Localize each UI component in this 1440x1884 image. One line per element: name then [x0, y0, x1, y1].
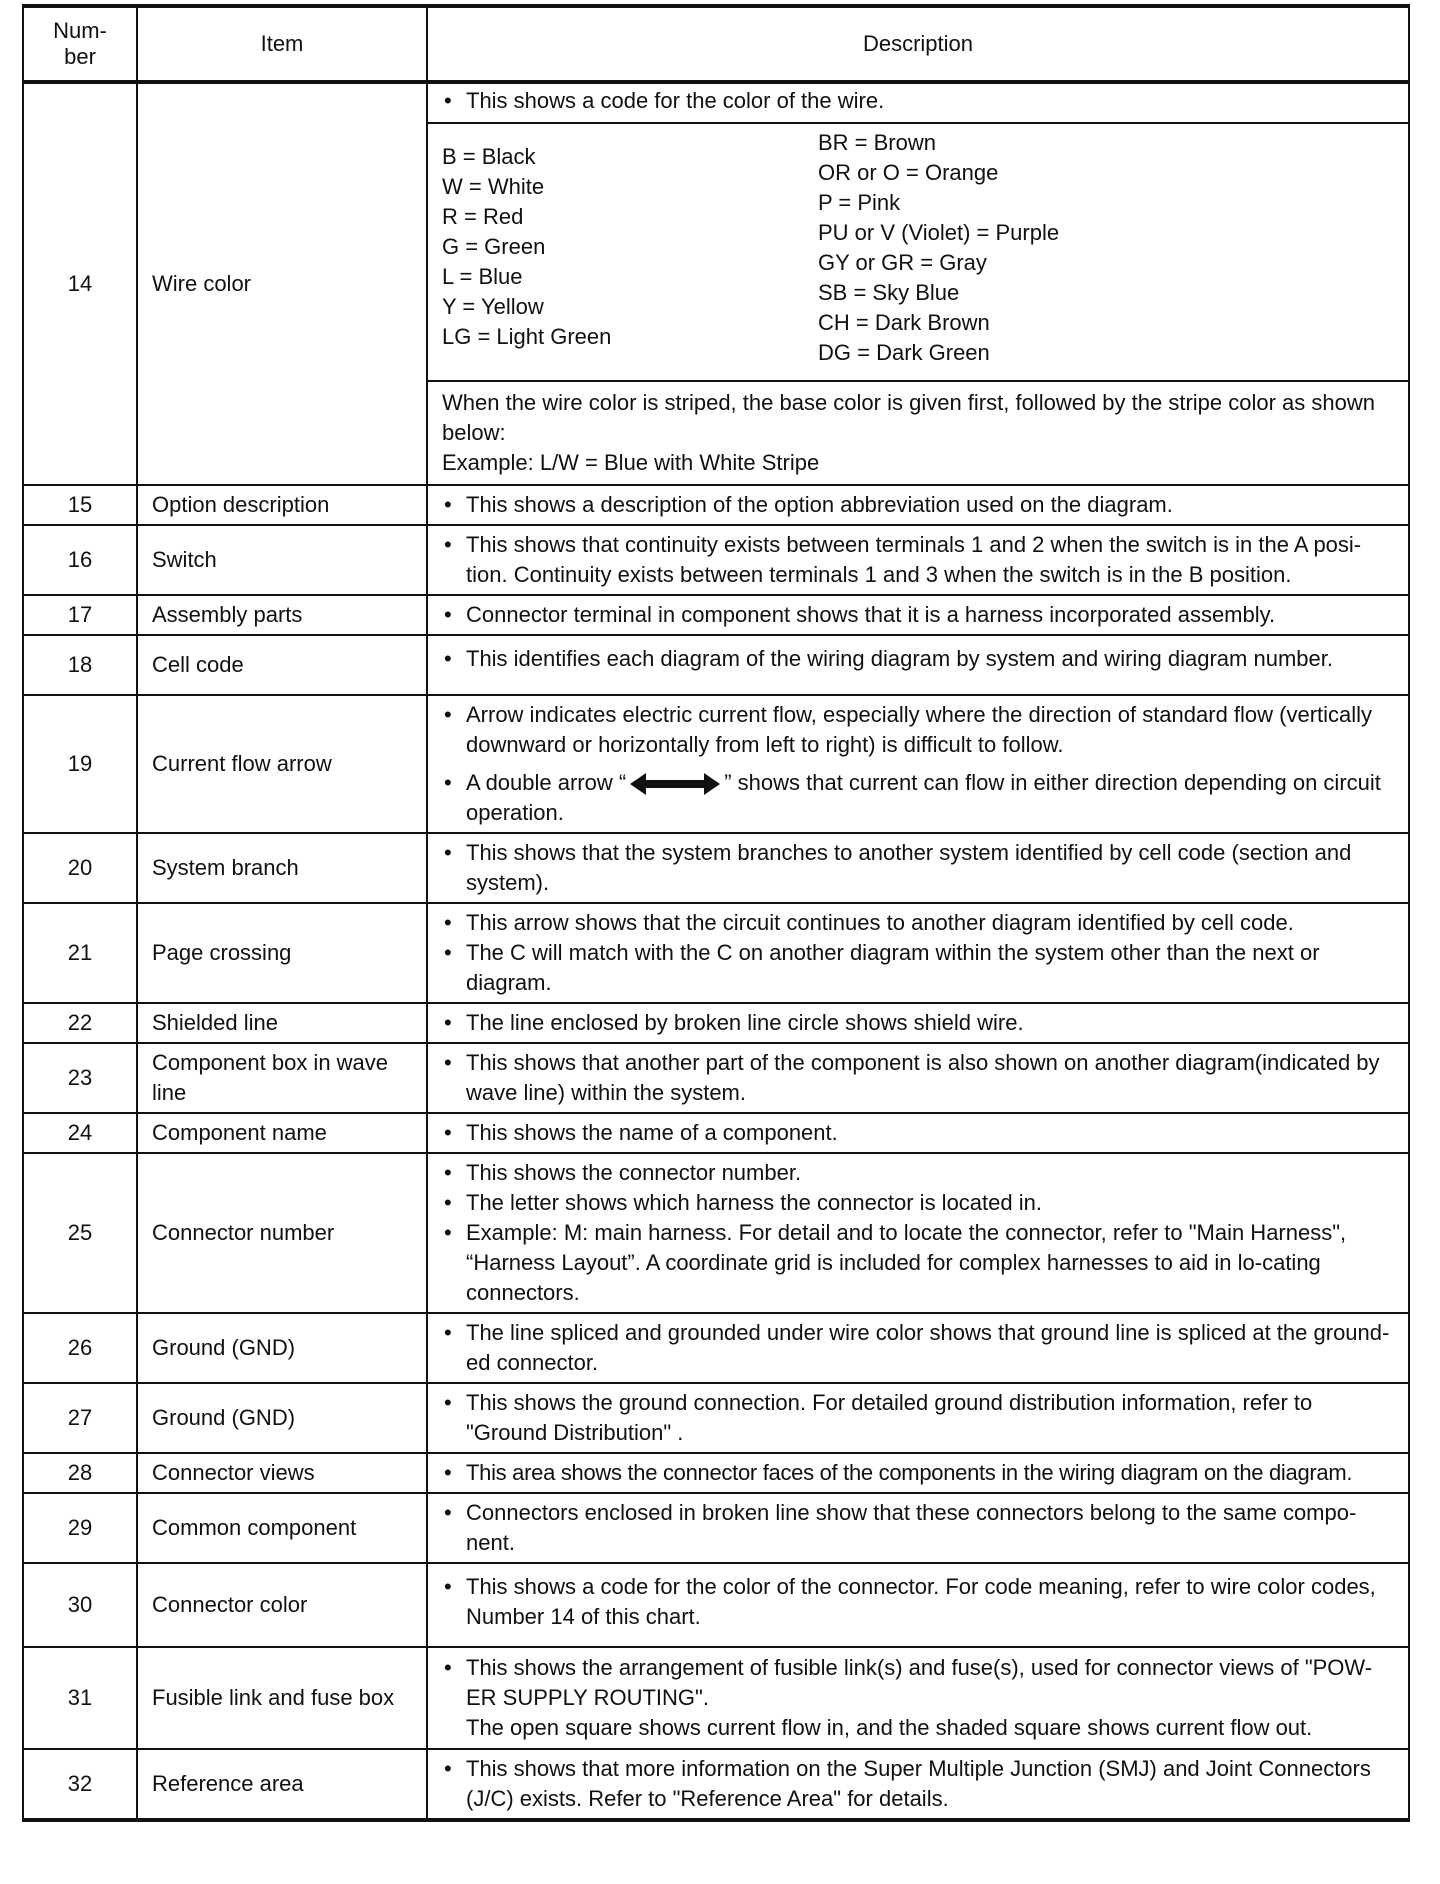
bullet-item: • This identifies each diagram of the wiring diagram by system and wiring diagram number. — [442, 644, 1396, 674]
bullet-list — [442, 1388, 1396, 1448]
bullet-list — [442, 644, 1396, 674]
color-code: W = White — [442, 174, 545, 199]
bullet-item: • The C will match with the C on another diagram within the system other than the next or diagram. — [442, 938, 1396, 998]
bullet-list — [442, 600, 1396, 630]
bullet-item: • The letter shows which harness the connector is located in. — [442, 1188, 1396, 1218]
bullet-item: • This shows a description of the option abbreviation used on the diagram. — [442, 490, 1396, 520]
bullet-item: • Connectors enclosed in broken line show that these connectors belong to the same compo-nent. — [442, 1498, 1396, 1558]
row-number: 18 — [23, 635, 137, 695]
row-item: System branch — [137, 833, 427, 903]
bullet-item — [442, 1653, 1396, 1743]
bullet-item: • This shows the connector number. — [442, 1158, 1396, 1188]
bullet-text: This shows the arrangement of fusible link(s) and fuse(s), used for connector views of "POW-ER SUPPLY ROUTING". — [466, 1655, 1373, 1710]
bullet-list — [442, 908, 1396, 998]
row-description — [427, 903, 1409, 1003]
row-item: Page crossing — [137, 903, 427, 1003]
row-description — [427, 82, 1409, 485]
table-row — [23, 833, 1409, 903]
bullet-list — [442, 86, 1396, 116]
row-number: 21 — [23, 903, 137, 1003]
row-description — [427, 1043, 1409, 1113]
row-number: 16 — [23, 525, 137, 595]
bullet-item: • This shows that continuity exists between terminals 1 and 2 when the switch is in the A posi-tion. Continuity exists between terminals 1 and 3 when the switch is in the B position. — [442, 530, 1396, 590]
color-code: G = Green — [442, 234, 546, 259]
row-number: 19 — [23, 695, 137, 833]
color-code: CH = Dark Brown — [818, 310, 990, 335]
row-description — [427, 833, 1409, 903]
bullet-list — [442, 490, 1396, 520]
row-number: 25 — [23, 1153, 137, 1313]
header-number-1: Num- — [53, 18, 107, 43]
bullet-item: • This shows that the system branches to another system identified by cell code (section and system). — [442, 838, 1396, 898]
color-code: B = Black — [442, 144, 536, 169]
bullet-item — [442, 768, 1396, 828]
row-number: 26 — [23, 1313, 137, 1383]
table-row — [23, 1153, 1409, 1313]
row-item: Assembly parts — [137, 595, 427, 635]
row-number: 23 — [23, 1043, 137, 1113]
bullet-item: • The line spliced and grounded under wire color shows that ground line is spliced at the ground-ed connector. — [442, 1318, 1396, 1378]
color-code: DG = Dark Green — [818, 340, 990, 365]
table-row — [23, 1383, 1409, 1453]
color-code: P = Pink — [818, 190, 901, 215]
row-item: Ground (GND) — [137, 1383, 427, 1453]
bullet-item: • The line enclosed by broken line circle shows shield wire. — [442, 1008, 1396, 1038]
table-row — [23, 1749, 1409, 1820]
row-description — [427, 1383, 1409, 1453]
stripe-note — [428, 380, 1408, 482]
bullet-list — [442, 700, 1396, 828]
row-number: 24 — [23, 1113, 137, 1153]
row-number: 22 — [23, 1003, 137, 1043]
table-row — [23, 1453, 1409, 1493]
table-row — [23, 595, 1409, 635]
bullet-item: • Connector terminal in component shows that it is a harness incorporated assembly. — [442, 600, 1396, 630]
row-item: Common component — [137, 1493, 427, 1563]
row-item: Reference area — [137, 1749, 427, 1820]
color-code: PU or V (Violet) = Purple — [818, 220, 1060, 245]
double-arrow-post: ” shows that current can flow in either direction depending on circuit operation. — [466, 770, 1381, 825]
color-code: BR = Brown — [818, 130, 936, 155]
table-row — [23, 1563, 1409, 1647]
row-item: Current flow arrow — [137, 695, 427, 833]
bullet-item: • This shows a code for the color of the wire. — [442, 86, 1396, 116]
table-row — [23, 525, 1409, 595]
color-code-list — [428, 122, 1408, 374]
header-number-2: ber — [64, 44, 96, 69]
table-row — [23, 1043, 1409, 1113]
color-code: Y = Yellow — [442, 294, 544, 319]
table-row — [23, 635, 1409, 695]
stripe-text: When the wire color is striped, the base color is given first, followed by the stripe color as shown below: — [442, 390, 1375, 445]
row-description — [427, 525, 1409, 595]
bullet-item: • This shows that another part of the component is also shown on another diagram(indicated by wave line) within the system. — [442, 1048, 1396, 1108]
row-item: Component box in wave line — [137, 1043, 427, 1113]
row-number: 15 — [23, 485, 137, 525]
bullet-list — [442, 1158, 1396, 1308]
bullet-list — [442, 1572, 1396, 1632]
row-item: Connector color — [137, 1563, 427, 1647]
row-item: Switch — [137, 525, 427, 595]
bullet-list — [442, 1754, 1396, 1814]
row-description — [427, 485, 1409, 525]
row-description — [427, 1749, 1409, 1820]
row-number: 20 — [23, 833, 137, 903]
row-description — [427, 1563, 1409, 1647]
color-code: SB = Sky Blue — [818, 280, 960, 305]
bullet-list — [442, 1008, 1396, 1038]
bullet-list — [442, 1048, 1396, 1108]
row-description — [427, 1453, 1409, 1493]
bullet-item: • This shows the ground connection. For detailed ground distribution information, refer to "Ground Distribution" . — [442, 1388, 1396, 1448]
color-code: LG = Light Green — [442, 324, 612, 349]
bullet-list — [442, 1498, 1396, 1558]
row-description — [427, 635, 1409, 695]
color-code: GY or GR = Gray — [818, 250, 987, 275]
table-header-row — [23, 6, 1409, 82]
row-number: 32 — [23, 1749, 137, 1820]
bullet-item: • This shows that more information on the Super Multiple Junction (SMJ) and Joint Connectors (J/C) exists. Refer to "Reference Area" for details. — [442, 1754, 1396, 1814]
bullet-list — [442, 530, 1396, 590]
wiring-legend-table — [22, 4, 1410, 1822]
row-number: 17 — [23, 595, 137, 635]
row-description — [427, 695, 1409, 833]
row-number: 31 — [23, 1647, 137, 1749]
bullet-list — [442, 838, 1396, 898]
bullet-list — [442, 1318, 1396, 1378]
row-description — [427, 1153, 1409, 1313]
bullet-extra: The open square shows current flow in, and the shaded square shows current flow out. — [466, 1715, 1313, 1740]
double-arrow-icon — [630, 773, 720, 795]
bullet-item: • This shows the name of a component. — [442, 1118, 1396, 1148]
table-row — [23, 485, 1409, 525]
bullet-list — [442, 1458, 1404, 1488]
row-item: Component name — [137, 1113, 427, 1153]
row-number: 29 — [23, 1493, 137, 1563]
header-number — [23, 6, 137, 82]
table-row — [23, 1647, 1409, 1749]
row-number: 27 — [23, 1383, 137, 1453]
row-description — [427, 1113, 1409, 1153]
color-code: L = Blue — [442, 264, 523, 289]
bullet-item: • This arrow shows that the circuit continues to another diagram identified by cell code. — [442, 908, 1396, 938]
table-row — [23, 1313, 1409, 1383]
color-code: OR or O = Orange — [818, 160, 999, 185]
bullet-list — [442, 1653, 1396, 1743]
row-number: 14 — [23, 82, 137, 485]
row-item: Fusible link and fuse box — [137, 1647, 427, 1749]
row-description — [427, 595, 1409, 635]
double-arrow-pre: A double arrow “ — [466, 770, 627, 795]
bullet-item: • Example: M: main harness. For detail and to locate the connector, refer to "Main Harness", “Harness Layout”. A coordinate grid is included for complex harnesses to aid in lo-cating connectors. — [442, 1218, 1396, 1308]
row-description — [427, 1003, 1409, 1043]
row-item: Cell code — [137, 635, 427, 695]
header-item: Item — [137, 6, 427, 82]
table-row — [23, 1493, 1409, 1563]
row-number: 28 — [23, 1453, 137, 1493]
bullet-item: • This area shows the connector faces of the components in the wiring diagram on the diagram. — [442, 1458, 1404, 1488]
row-number: 30 — [23, 1563, 137, 1647]
color-codes-right — [818, 128, 1396, 368]
bullet-list — [442, 1118, 1396, 1148]
color-code: R = Red — [442, 204, 524, 229]
row-item: Wire color — [137, 82, 427, 485]
table-row — [23, 695, 1409, 833]
row-item: Ground (GND) — [137, 1313, 427, 1383]
row-item: Shielded line — [137, 1003, 427, 1043]
row-description — [427, 1647, 1409, 1749]
row-item: Connector number — [137, 1153, 427, 1313]
row-item: Connector views — [137, 1453, 427, 1493]
row-description — [427, 1313, 1409, 1383]
table-row — [23, 1113, 1409, 1153]
table-row — [23, 82, 1409, 485]
color-codes-left — [442, 128, 818, 368]
bullet-item: • This shows a code for the color of the connector. For code meaning, refer to wire color codes, Number 14 of this chart. — [442, 1572, 1396, 1632]
header-description: Description — [427, 6, 1409, 82]
row-item: Option description — [137, 485, 427, 525]
bullet-item: • Arrow indicates electric current flow, especially where the direction of standard flow (vertically downward or horizontally from left to right) is difficult to follow. — [442, 700, 1396, 760]
row-description — [427, 1493, 1409, 1563]
stripe-example: Example: L/W = Blue with White Stripe — [442, 450, 820, 475]
table-row — [23, 1003, 1409, 1043]
table-row — [23, 903, 1409, 1003]
